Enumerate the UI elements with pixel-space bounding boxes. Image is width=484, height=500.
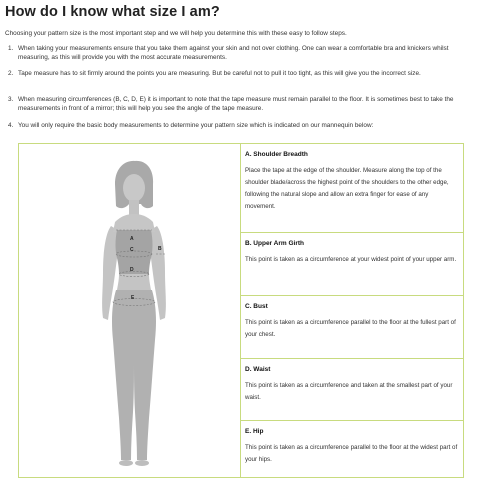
measurement-row-hip [241, 421, 463, 477]
step-text: Tape measure has to sit firmly around the points you are measuring. But be careful not to pull it too tight, as this will give you the incorrect size. [18, 70, 421, 77]
measurement-title: C. Bust [245, 303, 268, 310]
step-item [5, 69, 480, 88]
mannequin-right-foot [135, 460, 149, 466]
mannequin-head [123, 174, 145, 202]
measurement-row-bust [241, 296, 463, 359]
mannequin-leggings [112, 290, 156, 460]
mannequin-cell [19, 144, 241, 477]
measurement-title: B. Upper Arm Girth [245, 240, 304, 247]
measurement-title: E. Hip [245, 428, 264, 435]
point-label-c: C [130, 247, 134, 253]
point-label-d: D [130, 267, 134, 273]
measurement-description: This point is taken as a circumference at your widest point of your upper arm. [245, 256, 457, 263]
step-number: 3. [8, 96, 14, 103]
mannequin-shoulders [113, 214, 155, 232]
measurement-row-upper-arm-girth [241, 233, 463, 296]
mannequin-left-foot [119, 460, 133, 466]
measurement-row-waist [241, 359, 463, 421]
step-item [5, 44, 480, 63]
step-number: 1. [8, 45, 14, 52]
step-text: When measuring circumferences (B, C, D, E) it is important to note that the tape measure must remain parallel to the floor. It is sometimes best to take the measurements in front of a mirror; this will help you see the angle of the tape measure. [18, 96, 454, 112]
steps-list [5, 44, 480, 131]
step-item [5, 121, 480, 131]
measurement-title: A. Shoulder Breadth [245, 151, 308, 158]
step-text: When taking your measurements ensure that you take them against your skin and not over clothing. One can wear a comfortable bra and knickers whilst measuring, as this will provide you with the most accurate measurements. [18, 45, 449, 61]
point-label-a: A [130, 236, 134, 242]
step-number: 4. [8, 122, 14, 129]
measurement-description: This point is taken as a circumference and taken at the smallest part of your waist. [245, 382, 453, 401]
point-label-b: B [158, 246, 162, 252]
mannequin-illustration [19, 144, 240, 477]
measurement-description: This point is taken as a circumference parallel to the floor at the fullest part of your chest. [245, 319, 456, 338]
measurement-title: D. Waist [245, 366, 271, 373]
mannequin-neck [129, 200, 139, 216]
point-label-e: E [131, 295, 135, 301]
measurement-row-shoulder-breadth [241, 144, 463, 233]
step-number: 2. [8, 70, 14, 77]
intro-text: Choosing your pattern size is the most important step and we will help you determine this with these easy to follow steps. [5, 30, 347, 37]
measurement-description: Place the tape at the edge of the shoulder. Measure along the top of the shoulder blade/across the highest point of the shoulders to the other edge, following the natural slope and allow an extra finger for ease of any movement. [245, 167, 449, 210]
measurement-table [18, 143, 464, 478]
page-title: How do I know what size I am? [5, 4, 220, 20]
step-text: You will only require the basic body measurements to determine your pattern size which is indicated on our mannequin below: [18, 122, 374, 129]
step-item [5, 95, 480, 114]
measurement-description: This point is taken as a circumference parallel to the floor at the widest part of your hips. [245, 444, 458, 463]
